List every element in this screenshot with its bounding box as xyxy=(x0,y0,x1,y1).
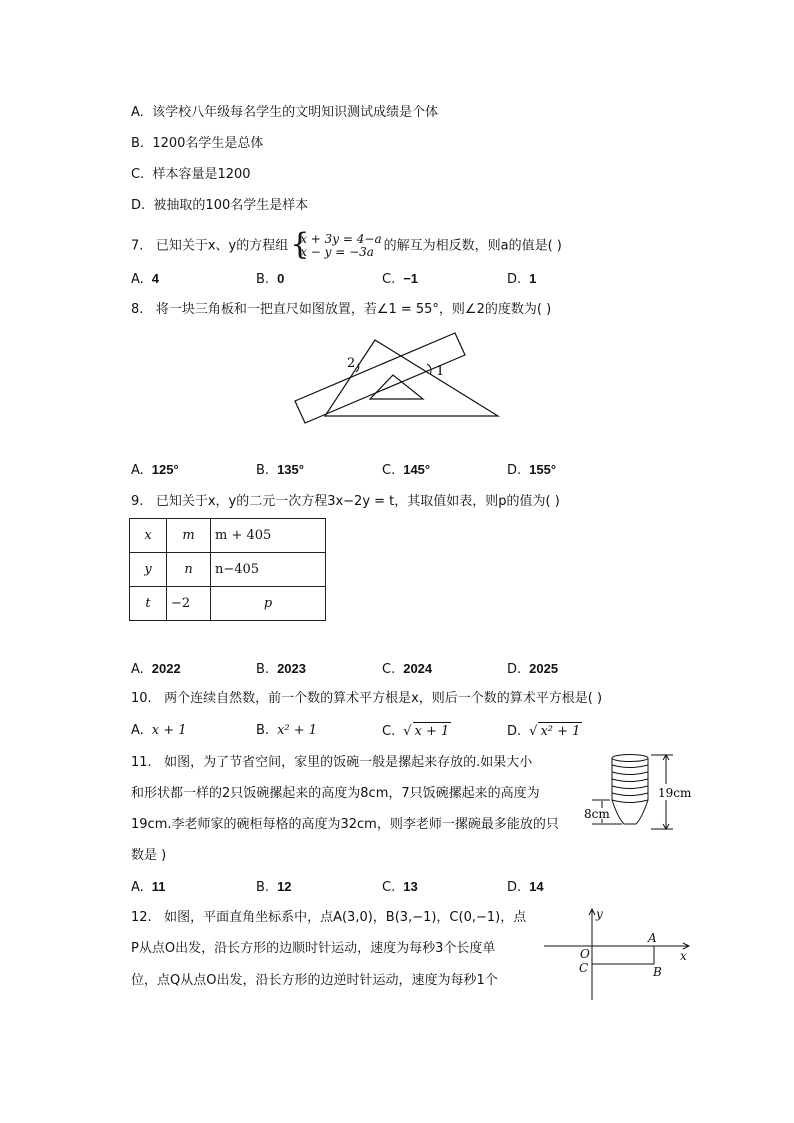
table-cell: m + 405 xyxy=(211,519,326,553)
option-text: 2024 xyxy=(403,661,433,676)
q10-stem-text: 两个连续自然数，前一个数的算术平方根是x，则后一个数的算术平方根是( ) xyxy=(164,691,603,706)
option-label: D. xyxy=(507,724,522,739)
option-a xyxy=(131,660,181,679)
origin-label: O xyxy=(580,947,590,961)
option-text: 该学校八年级每名学生的文明知识测试成绩是个体 xyxy=(152,105,439,120)
option-text: 1200名学生是总体 xyxy=(152,136,264,151)
option-b xyxy=(256,270,284,289)
q9-stem-text: 已知关于x，y的二元一次方程3x−2y = t，其取值如表，则p的值为( ) xyxy=(155,494,560,509)
option-label: D. xyxy=(131,198,146,213)
option-text: 1 xyxy=(529,271,537,286)
q8-stem xyxy=(131,301,551,319)
option-text: 13 xyxy=(403,879,418,894)
option-b xyxy=(256,878,292,897)
table-cell: −2 xyxy=(167,587,211,621)
option-label: B. xyxy=(256,880,270,895)
option-c xyxy=(382,722,451,741)
height-19cm-label: 19cm xyxy=(658,786,692,800)
option-text: 11 xyxy=(151,879,166,894)
option-c xyxy=(382,461,430,480)
option-label: D. xyxy=(507,272,522,287)
option-label: B. xyxy=(256,272,270,287)
option-c xyxy=(382,878,418,897)
table-cell: m xyxy=(167,519,211,553)
set-square-inner xyxy=(370,375,423,399)
option-label: A. xyxy=(131,463,144,478)
option-text: 12 xyxy=(277,879,292,894)
option-text: 2023 xyxy=(277,661,306,676)
sqrt-symbol: √ xyxy=(403,724,412,739)
point-b-label: B xyxy=(653,965,662,979)
option-text: x² + 1 xyxy=(277,723,318,738)
ruler-triangle-figure xyxy=(290,328,505,423)
option-label: C. xyxy=(382,662,396,677)
bowl-stack-figure xyxy=(578,752,698,834)
table-row xyxy=(130,553,326,587)
option-c xyxy=(382,270,418,289)
option-label: A. xyxy=(131,272,144,287)
q6-option-c xyxy=(131,166,251,184)
option-b xyxy=(256,461,304,480)
equation-system: { x + 3y = 4−a x − y = −3a xyxy=(290,227,382,262)
option-b xyxy=(256,722,317,740)
q11-line-3 xyxy=(131,816,559,834)
q6-option-b xyxy=(131,135,263,153)
option-label: B. xyxy=(131,136,145,151)
q11-text: 如图，为了节省空间，家里的饭碗一般是摞起来存放的.如果大小 xyxy=(164,755,533,770)
option-label: D. xyxy=(507,463,522,478)
option-label: D. xyxy=(507,662,522,677)
option-text: x² + 1 xyxy=(540,724,581,739)
height-8cm-label: 8cm xyxy=(584,807,610,821)
q9-stem xyxy=(131,493,560,511)
table-row xyxy=(130,519,326,553)
point-a-label: A xyxy=(648,931,657,945)
option-a xyxy=(131,878,166,897)
question-number: 10. xyxy=(131,691,152,706)
y-axis-label: y xyxy=(596,907,603,921)
q12-line-2 xyxy=(131,940,495,958)
point-c-label: C xyxy=(579,961,589,975)
q7-options xyxy=(131,270,591,288)
option-text: −1 xyxy=(403,271,419,286)
option-text: 2022 xyxy=(151,661,181,676)
q7-stem xyxy=(131,227,562,262)
option-label: B. xyxy=(256,723,270,738)
question-number: 7. xyxy=(131,238,144,254)
option-label: A. xyxy=(131,880,144,895)
table-cell: t xyxy=(130,587,167,621)
option-d xyxy=(507,722,582,741)
value-table xyxy=(129,518,326,621)
table-cell: x xyxy=(130,519,167,553)
option-a xyxy=(131,722,187,740)
q12-text: 位，点Q从点O出发，沿长方形的边逆时针运动，速度为每秒1个 xyxy=(131,973,498,988)
option-label: C. xyxy=(382,463,396,478)
q8-stem-text: 将一块三角板和一把直尺如图放置，若∠1 = 55°，则∠2的度数为( ) xyxy=(155,302,552,317)
option-d xyxy=(507,461,556,480)
option-d xyxy=(507,270,536,289)
q11-options xyxy=(131,878,591,896)
option-text: 4 xyxy=(151,271,160,286)
option-text: 样本容量是1200 xyxy=(152,167,251,182)
question-number: 8. xyxy=(131,302,144,317)
sqrt-symbol: √ xyxy=(529,724,538,739)
option-text: 135° xyxy=(277,462,304,477)
option-label: C. xyxy=(131,167,145,182)
table-cell: n xyxy=(167,553,211,587)
question-number: 9. xyxy=(131,494,144,509)
option-a xyxy=(131,461,179,480)
question-number: 11. xyxy=(131,755,152,770)
option-label: B. xyxy=(256,662,270,677)
angle-1-label: 1 xyxy=(436,364,445,379)
q9-options xyxy=(131,660,591,678)
option-label: C. xyxy=(382,880,396,895)
option-d xyxy=(507,878,544,897)
q10-stem xyxy=(131,690,602,708)
q12-line-1 xyxy=(131,909,526,927)
option-label: C. xyxy=(382,724,396,739)
q11-line-4 xyxy=(131,847,166,865)
q7-stem-post: 的解互为相反数，则a的值是( ) xyxy=(383,238,562,254)
q8-options xyxy=(131,461,591,479)
q11-line-1 xyxy=(131,754,532,772)
option-label: D. xyxy=(507,880,522,895)
option-label: B. xyxy=(256,463,270,478)
q12-line-3 xyxy=(131,972,498,990)
option-label: C. xyxy=(382,272,396,287)
option-label: A. xyxy=(131,105,144,120)
q12-text: P从点O出发，沿长方形的边顺时针运动，速度为每秒3个长度单 xyxy=(131,941,496,956)
q11-line-2 xyxy=(131,785,540,803)
option-text: 125° xyxy=(151,462,179,477)
question-number: 12. xyxy=(131,910,152,925)
angle-2-label: 2 xyxy=(347,356,356,371)
option-c xyxy=(382,660,432,679)
q11-text: 和形状都一样的2只饭碗摞起来的高度为8cm，7只饭碗摞起来的高度为 xyxy=(131,786,540,801)
option-text: x + 1 xyxy=(151,723,187,738)
table-cell: y xyxy=(130,553,167,587)
equation-1: x + 3y = 4−a xyxy=(300,232,382,246)
option-text: 2025 xyxy=(529,661,559,676)
option-text: x + 1 xyxy=(414,724,450,739)
option-text: 被抽取的100名学生是样本 xyxy=(153,198,309,213)
q12-text: 如图，平面直角坐标系中，点A(3,0)，B(3,−1)，C(0,−1)，点 xyxy=(164,910,527,925)
q11-text: 19cm.李老师家的碗柜每格的高度为32cm，则李老师一摞碗最多能放的只 xyxy=(131,817,559,832)
table-row xyxy=(130,587,326,621)
option-label: A. xyxy=(131,723,144,738)
option-text: 14 xyxy=(529,879,544,894)
option-b xyxy=(256,660,306,679)
q6-option-d xyxy=(131,197,308,215)
q6-option-a xyxy=(131,104,438,122)
option-text: 0 xyxy=(277,271,285,286)
option-d xyxy=(507,660,558,679)
x-axis-label: x xyxy=(680,949,687,963)
option-text: 145° xyxy=(403,462,431,477)
q11-text: 数是 ) xyxy=(131,848,167,863)
q7-stem-pre: 已知关于x、y的方程组 xyxy=(155,238,289,254)
coordinate-figure xyxy=(542,906,692,1002)
option-a xyxy=(131,270,159,289)
equation-2: x − y = −3a xyxy=(300,245,374,259)
option-label: A. xyxy=(131,662,144,677)
table-cell: n−405 xyxy=(211,553,326,587)
option-text: 155° xyxy=(529,462,557,477)
q10-options xyxy=(131,722,591,740)
table-cell: p xyxy=(211,587,326,621)
